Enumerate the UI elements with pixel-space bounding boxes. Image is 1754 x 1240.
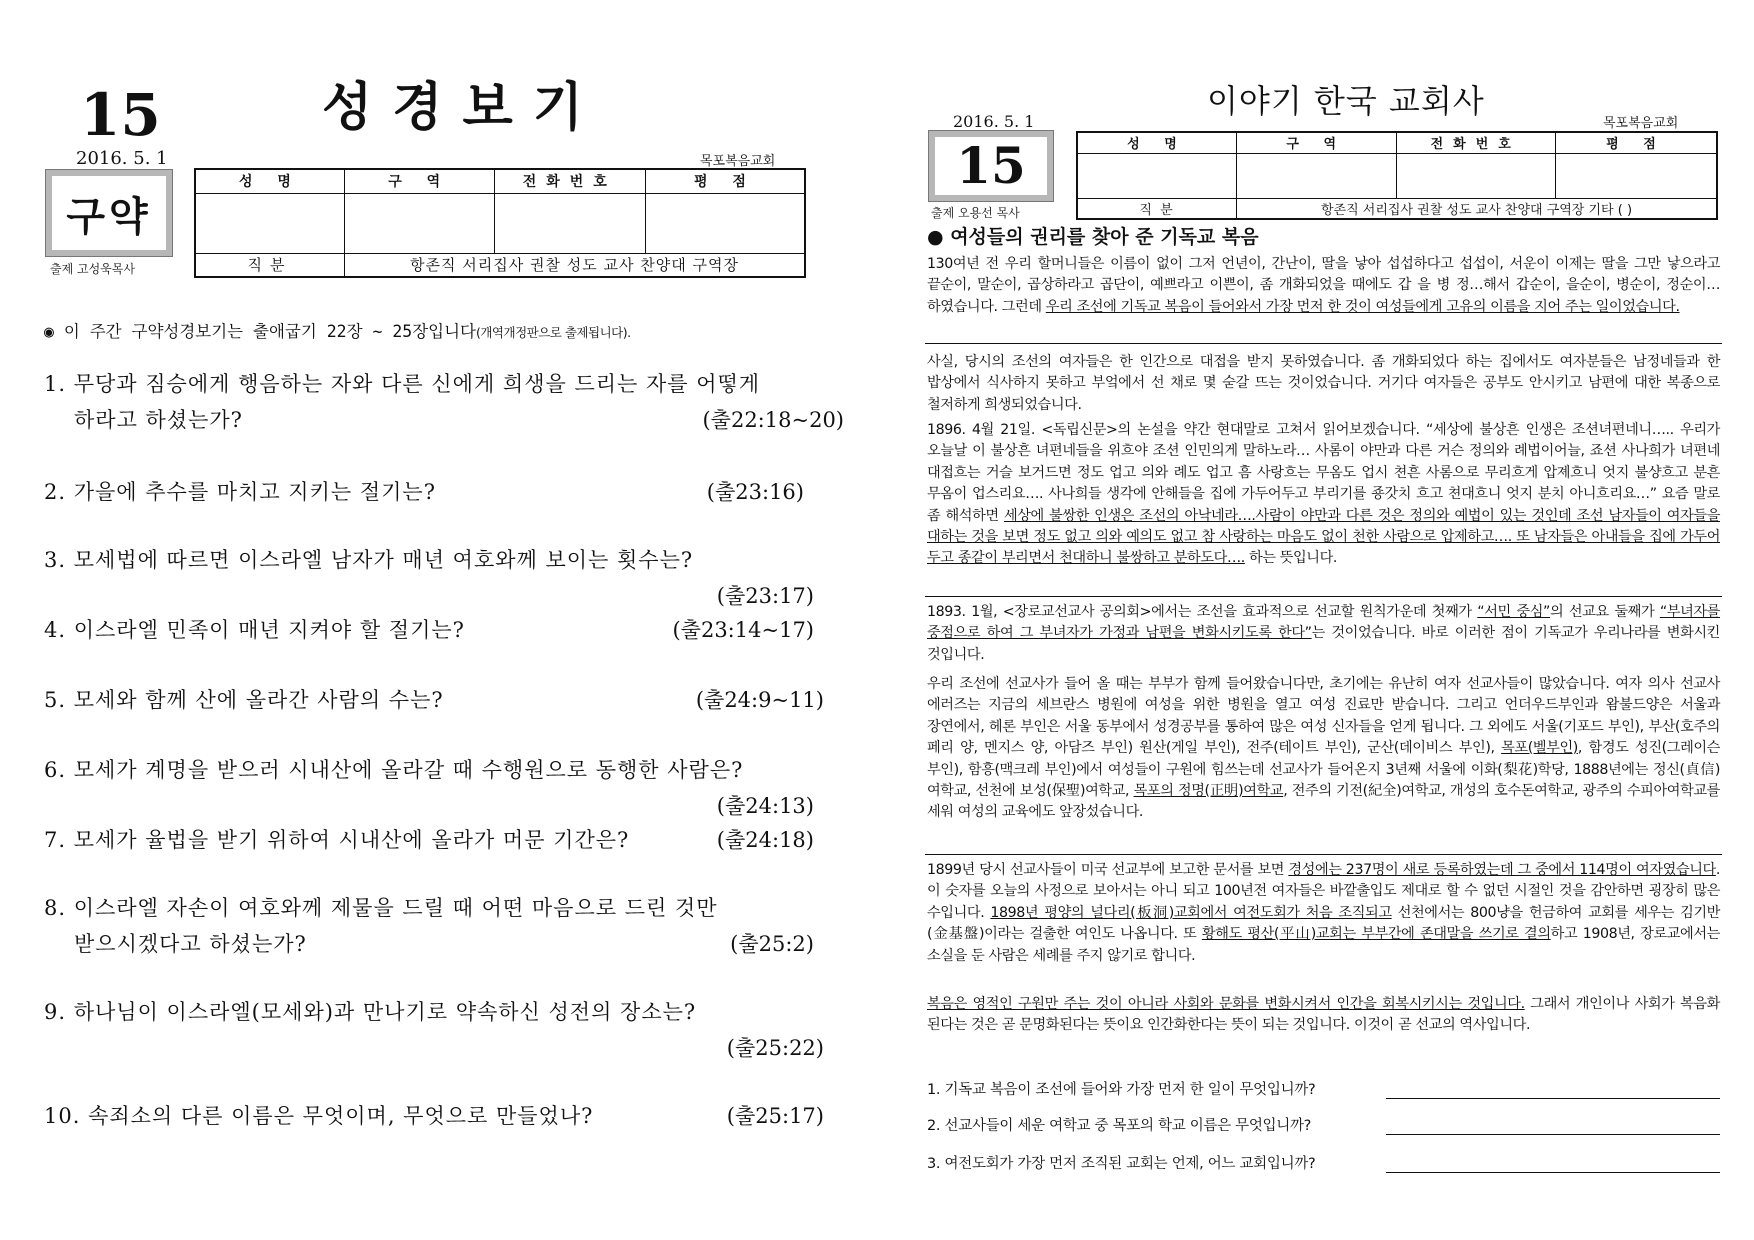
intro-text: ◉ 이 주간 구약성경보기는 출애굽기 22장 ~ 25장입니다 [44, 322, 476, 341]
review-question-3 [927, 1152, 1720, 1173]
divider [925, 854, 1722, 855]
question-10 [44, 1098, 844, 1134]
church-name: 목포복음교회 [1603, 112, 1678, 132]
page-title: 이야기 한국 교회사 [1207, 82, 1485, 120]
text: . 이 숫자를 오늘의 사정으로 보아서는 아니 되고 100년전 여자들은 바깥출입도 제대로 할 수 없던 시절인 것을 감안하면 굉장히 많은 수입니다. [927, 862, 1720, 921]
divider [925, 343, 1722, 344]
question-text: 5. 모세와 함께 산에 올라간 사람의 수는? [44, 688, 444, 712]
role-label: 직 분 [1077, 198, 1237, 219]
question-text: 1. 무당과 짐승에게 행음하는 자와 다른 신에게 희생을 드리는 자를 어떻게 [44, 372, 761, 396]
testament-label: 구약 [66, 193, 152, 240]
question-6 [44, 752, 844, 824]
underlined-text: 황해도 평산(平山)교회는 부부간에 존대말을 쓰기로 결의 [1201, 926, 1551, 943]
question-3 [44, 542, 844, 614]
text: 는 것이었습니다. 바로 이러한 점이 기독교가 우리나라를 변화시킨 것입니다. [927, 625, 1720, 663]
lesson-number-badge [929, 131, 1053, 201]
bible-reference: (출25:17) [726, 1104, 824, 1128]
underlined-text: “서민 중심” [1477, 604, 1550, 620]
lesson-number: 15 [80, 81, 161, 149]
question-text: 4. 이스라엘 민족이 매년 지켜야 할 절기는? [44, 618, 465, 642]
student-info-table [194, 168, 806, 278]
paragraph-3 [927, 420, 1720, 570]
paragraph-7 [927, 994, 1720, 1037]
phone-field[interactable] [494, 193, 646, 253]
paragraph-1 [927, 254, 1720, 318]
score-field[interactable] [1556, 153, 1718, 198]
question-text: 9. 하나님이 이스라엘(모세와)과 만나기로 약속하신 성전의 장소는? [44, 1000, 697, 1024]
bible-reference: (출22:18~20) [702, 408, 844, 432]
district-field[interactable] [1237, 153, 1397, 198]
text: 130여년 전 우리 할머니들은 이름이 없이 그저 언년이, 간난이, 딸을 낳아 섭섭하다고 섭섭이, 서운이 이제는 딸을 그만 낳으라고 끝순이, 말순이, 곱상하라고 곱단이, 예쁘라고 이쁜이, 좀 개화되었을 때에도 갑 을 병 정…해서 갑순이, 을순이, 병순이, 정순이…하였습니다. 그런데 [927, 256, 1720, 315]
church-name: 목포복음교회 [698, 150, 777, 170]
bible-reference: (출23:17) [716, 584, 814, 608]
underlined-text: 세상에 불쌍한 인생은 조선의 아낙네라….사람이 야만과 다른 것은 정의와 예법이 있는 것인데 조선 남자들이 여자들을 대하는 것을 보면 정도 없고 의와 예의도 없고 참 사랑하는 마음도 없이 천한 사람으로 압제하고…. 또 남자들은 아내들을 집에 가두어 두고 종같이 부리면서 천대하니 불쌍하고 분하도다…. [927, 507, 1721, 567]
bible-reference: (출24:9~11) [695, 688, 824, 712]
question-text: 8. 이스라엘 자손이 여호와께 제물을 드릴 때 어떤 마음으로 드린 것만 [44, 896, 718, 920]
question-text: 2. 선교사들이 세운 여학교 중 목포의 학교 이름은 무엇입니까? [927, 1118, 1312, 1134]
bible-reference: (출23:14~17) [672, 618, 814, 642]
name-field[interactable] [1077, 153, 1237, 198]
lesson-number: 15 [956, 136, 1026, 195]
question-text: 1. 기독교 복음이 조선에 들어와 가장 먼저 한 일이 무엇입니까? [927, 1082, 1316, 1098]
text: 그래서 개인이나 사회가 복음화 된다는 것은 곧 문명화된다는 뜻이요 인간화한다는 뜻이 되는 것입니다. 이것이 곧 선교의 역사입니다. [927, 996, 1720, 1034]
underlined-text: “부녀자를 중점으로 하여 그 부녀자가 가정과 남편을 변화시키도록 한다” [927, 604, 1720, 642]
text: , 함경도 성진(그레이슨 부인), 함흥(맥크레 부인)에서 여성들이 구원에 힘쓰는데 선교사가 들어온지 3년째 서울에 이화(梨花)학당, 1888년에는 정신(貞信)여학교, 선천에 보성(保聖)여학교, [927, 740, 1720, 800]
header-phone: 전화번호 [1396, 132, 1556, 153]
question-9 [44, 994, 844, 1066]
header-district: 구 역 [345, 169, 495, 193]
text: 선천에서는 800냥을 헌금하여 교회를 세우는 김기반(金基盤)이라는 걸출한 여인도 나옵니다. 또 [927, 904, 1720, 943]
header-name: 성 명 [195, 169, 345, 193]
review-question-2 [927, 1114, 1720, 1135]
intro-line [44, 318, 631, 342]
question-7 [44, 822, 844, 858]
question-2 [44, 474, 844, 510]
text: , 전주의 기전(紀全)여학교, 개성의 호수돈여학교, 광주의 수피아여학교를 세워 여성의 교육에도 앞장섰습니다. [927, 783, 1720, 821]
answer-line[interactable] [1386, 1085, 1720, 1099]
page-title: 성경보기 [322, 77, 603, 138]
answer-line[interactable] [1386, 1159, 1720, 1173]
bible-reference: (출24:18) [716, 828, 814, 852]
question-text-cont: 받으시겠다고 하셨는가? [74, 932, 307, 956]
answer-line[interactable] [1386, 1121, 1720, 1135]
district-field[interactable] [345, 193, 495, 253]
question-1 [44, 366, 844, 438]
question-text: 6. 모세가 계명을 받으러 시내산에 올라갈 때 수행원으로 동행한 사람은? [44, 758, 744, 782]
bible-reference: (출24:13) [716, 794, 814, 818]
name-field[interactable] [195, 193, 345, 253]
header-score: 평 점 [1556, 132, 1718, 153]
bible-reference: (출25:22) [726, 1036, 824, 1060]
role-options[interactable]: 항존직 서리집사 권찰 성도 교사 찬양대 구역장 [345, 253, 806, 277]
student-info-table [1076, 131, 1718, 220]
text: 1893. 1월, <장로교선교사 공의회>에서는 조선을 효과적으로 선교할 원칙가운데 첫째가 [927, 604, 1478, 620]
question-text: 10. 속죄소의 다른 이름은 무엇이며, 무엇으로 만들었나? [44, 1104, 594, 1128]
header-phone: 전화번호 [494, 169, 646, 193]
text: 하는 뜻입니다. [1244, 550, 1338, 567]
date: 2016. 5. 1 [953, 112, 1035, 131]
underlined-text: 1898년 평양의 널다리(板洞)교회에서 여전도회가 처음 조직되고 [990, 904, 1392, 921]
text: 의 선교요 둘째가 [1549, 604, 1660, 620]
question-text: 2. 가을에 추수를 마치고 지키는 절기는? [44, 480, 436, 504]
text: 사실, 당시의 조선의 여자들은 한 인간으로 대접을 받지 못하였습니다. 좀 개화되었다 하는 집에서도 여자분들은 남정네들과 한 밥상에서 식사하지 못하고 부엌에서 선 채로 몇 숟갈 뜨는 것이었습니다. 거기다 여자들은 공부도 안시키고 남편에 대한 복종으로 철저하게 희생되었습니다. [927, 354, 1720, 413]
question-8 [44, 890, 844, 962]
paragraph-2 [927, 352, 1720, 416]
text: 1899년 당시 선교사들이 미국 선교부에 보고한 문서를 보면 [927, 862, 1289, 878]
article-heading: ● 여성들의 권리를 찾아 준 기독교 복음 [927, 226, 1259, 248]
score-field[interactable] [646, 193, 806, 253]
header-name: 성 명 [1077, 132, 1237, 153]
underlined-text: 목포의 정명(正明)여학교 [1133, 783, 1284, 800]
underlined-text: 경성에는 237명이 새로 등록하였는데 그 중에서 114명이 여자였습니다 [1288, 862, 1716, 878]
author: 출제 오용선 목사 [931, 206, 1020, 220]
author: 출제 고성욱목사 [50, 262, 135, 276]
underlined-text: 복음은 영적인 구원만 주는 것이 아니라 사회와 문화를 변화시켜서 인간을 회복시키시는 것입니다. [927, 996, 1525, 1012]
review-question-1 [927, 1078, 1720, 1099]
question-text: 3. 여전도회가 가장 먼저 조직된 교회는 언제, 어느 교회입니까? [927, 1156, 1316, 1172]
role-label: 직분 [195, 253, 345, 277]
testament-badge [46, 170, 172, 256]
text: 하고 1908년, 장로교에서는 소실을 둔 사람은 세례를 주지 않기로 합니다. [927, 926, 1720, 964]
paragraph-5 [927, 674, 1720, 824]
phone-field[interactable] [1396, 153, 1556, 198]
right-page [877, 0, 1754, 1240]
role-options[interactable]: 항존직 서리집사 권찰 성도 교사 찬양대 구역장 기타 ( ) [1237, 198, 1718, 219]
text: 1896. 4월 21일. <독립신문>의 논설을 약간 현대말로 고쳐서 읽어보겠습니다. “세상에 불상흔 인생은 조션녀편네니….. 우리가 오늘날 이 불상흔 녀편네들을 위흐야 조션 인민의게 말하노라… 사롬이 야만과 다른 거슨 정의와 례법이어늘, 죠션 사나희가 녀편네 대접흐는 거슬 보거드면 정도 업고 의와 례도 업고 흠 사랑흐는 무옴도 업시 쳔흔 사롬으로 무리흐게 압졔흐니 엇지 불샹흐고 분흔 무옴이 업스리요…. 사나희들 생각에 안해들을 집에 가두어두고 부리기를 죵갓치 흐고 쳔대흐니 엇지 분치 아니흐리요…” 요즘 말로 좀 해석하면 [927, 422, 1720, 524]
header-score: 평 점 [646, 169, 806, 193]
underlined-text: 목포(벨부인) [1501, 740, 1578, 757]
underlined-text: 우리 조선에 기독교 복음이 들어와서 가장 먼저 한 것이 여성들에게 고유의 이름을 지어 주는 일이었습니다. [1045, 298, 1680, 315]
question-text: 7. 모세가 율법을 받기 위하여 시내산에 올라가 머문 기간은? [44, 828, 630, 852]
bible-reference: (출25:2) [730, 932, 814, 956]
header-district: 구 역 [1237, 132, 1397, 153]
question-4 [44, 612, 844, 648]
paragraph-6 [927, 860, 1720, 967]
text: 우리 조선에 선교사가 들어 올 때는 부부가 함께 들어왔습니다만, 초기에는 유난히 여자 선교사들이 많았습니다. 여자 의사 선교사 에러즈는 지금의 세브란스 병원에 여성을 위한 병원을 열고 여성 진료만 받습니다. 그리고 언더우드부인과 왐불드양은 서울과 장연에서, 헤론 부인은 서울 동부에서 성경공부를 통하여 많은 여성 신자들을 얻게 됩니다. 그 외에도 서울(기포드 부인), 부산(호주의 페리 양, 멘지스 양, 아담즈 부인) 원산(게일 부인), 전주(테이트 부인), 군산(데이비스 부인), [927, 676, 1720, 757]
question-text: 3. 모세법에 따르면 이스라엘 남자가 매년 여호와께 보이는 횟수는? [44, 548, 694, 572]
intro-note: (개역개정판으로 출제됩니다). [475, 325, 631, 340]
paragraph-4 [927, 602, 1720, 666]
divider [925, 596, 1722, 597]
bible-reference: (출23:16) [706, 480, 804, 504]
question-5 [44, 682, 844, 718]
date: 2016. 5. 1 [76, 148, 168, 169]
question-text-cont: 하라고 하셨는가? [74, 408, 243, 432]
